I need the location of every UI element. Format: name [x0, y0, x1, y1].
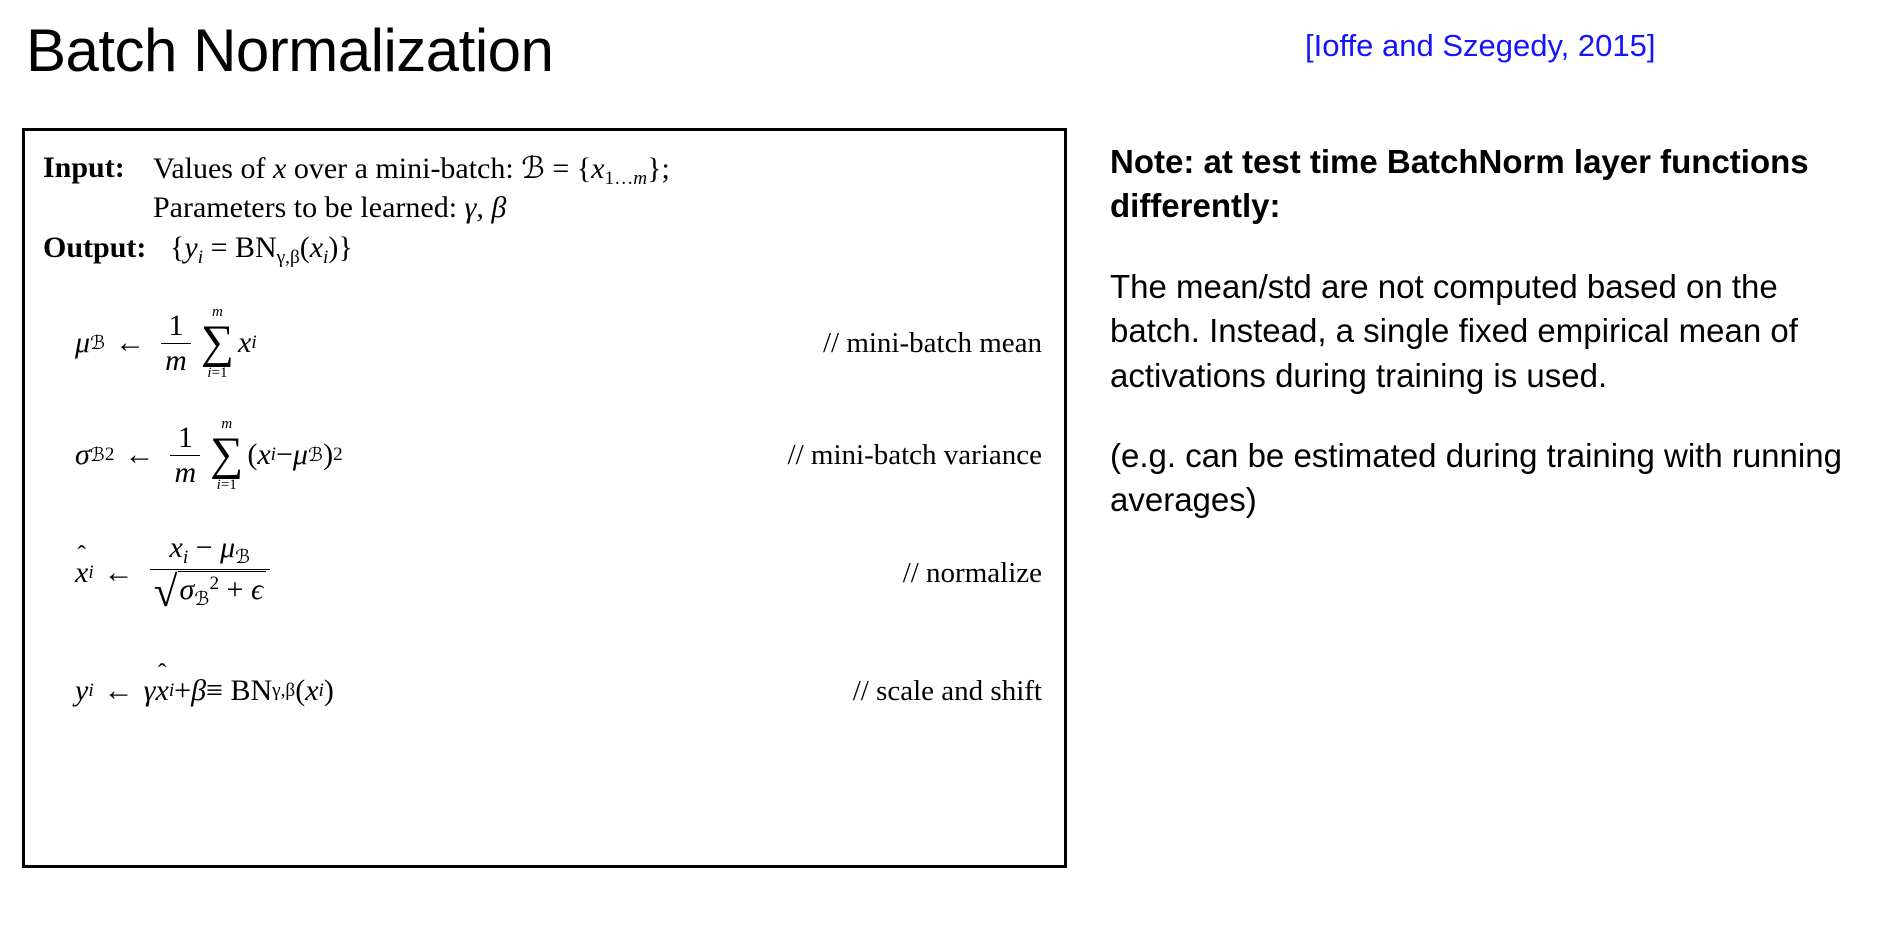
algorithm-params-text: Parameters to be learned: γ, β: [153, 191, 507, 224]
note-paragraph-1: The mean/std are not computed based on the batch. Instead, a single fixed empirical mean of activations during training is used.: [1110, 268, 1798, 394]
algorithm-step-scale-shift: [25, 639, 1064, 743]
equation-comment: // mini-batch mean: [822, 326, 1042, 359]
algorithm-step-variance: [25, 403, 1064, 507]
algorithm-input-text: Values of x over a mini-batch: ℬ = $\{x_{1\dots m}\}$;: [153, 152, 670, 190]
note-heading: Note: at test time BatchNorm layer functions differently:: [1110, 143, 1809, 224]
algorithm-output-text: $\{y_i = BN_{\gamma,\beta}(x_i)\}$: [170, 231, 353, 269]
equation-comment: // mini-batch variance: [787, 438, 1042, 471]
note-paragraph-2: (e.g. can be estimated during training with running averages): [1110, 436, 1842, 518]
equation-mean: μ ℬ ← $\frac{1}{m}$ m ∑ i=1 x i: [75, 303, 257, 382]
equation-scale-shift: y i ← γ x i + β ≡ BN γ,β ( x i ): [75, 674, 334, 707]
equation-comment: // scale and shift: [852, 674, 1042, 707]
page-title: Batch Normalization: [26, 17, 554, 84]
algorithm-step-mean: [25, 291, 1064, 395]
algorithm-output-label: Output:: [43, 231, 147, 264]
citation-reference: [Ioffe and Szegedy, 2015]: [1305, 28, 1656, 63]
equation-variance: σ ℬ 2 ← $\frac{1}{m}$ m ∑ i=1 ( x i − μ ℬ ) 2: [75, 415, 343, 494]
algorithm-box: [22, 128, 1067, 868]
algorithm-step-normalize: [25, 521, 1064, 625]
algorithm-input-label: Input:: [43, 151, 125, 184]
equation-normalize: x i ← $x_i - \mu_ℬ$ √ $\sigma_ℬ^2 + \epsilon$: [75, 521, 276, 625]
equation-comment: // normalize: [902, 556, 1042, 589]
notes-panel: [1110, 140, 1870, 558]
